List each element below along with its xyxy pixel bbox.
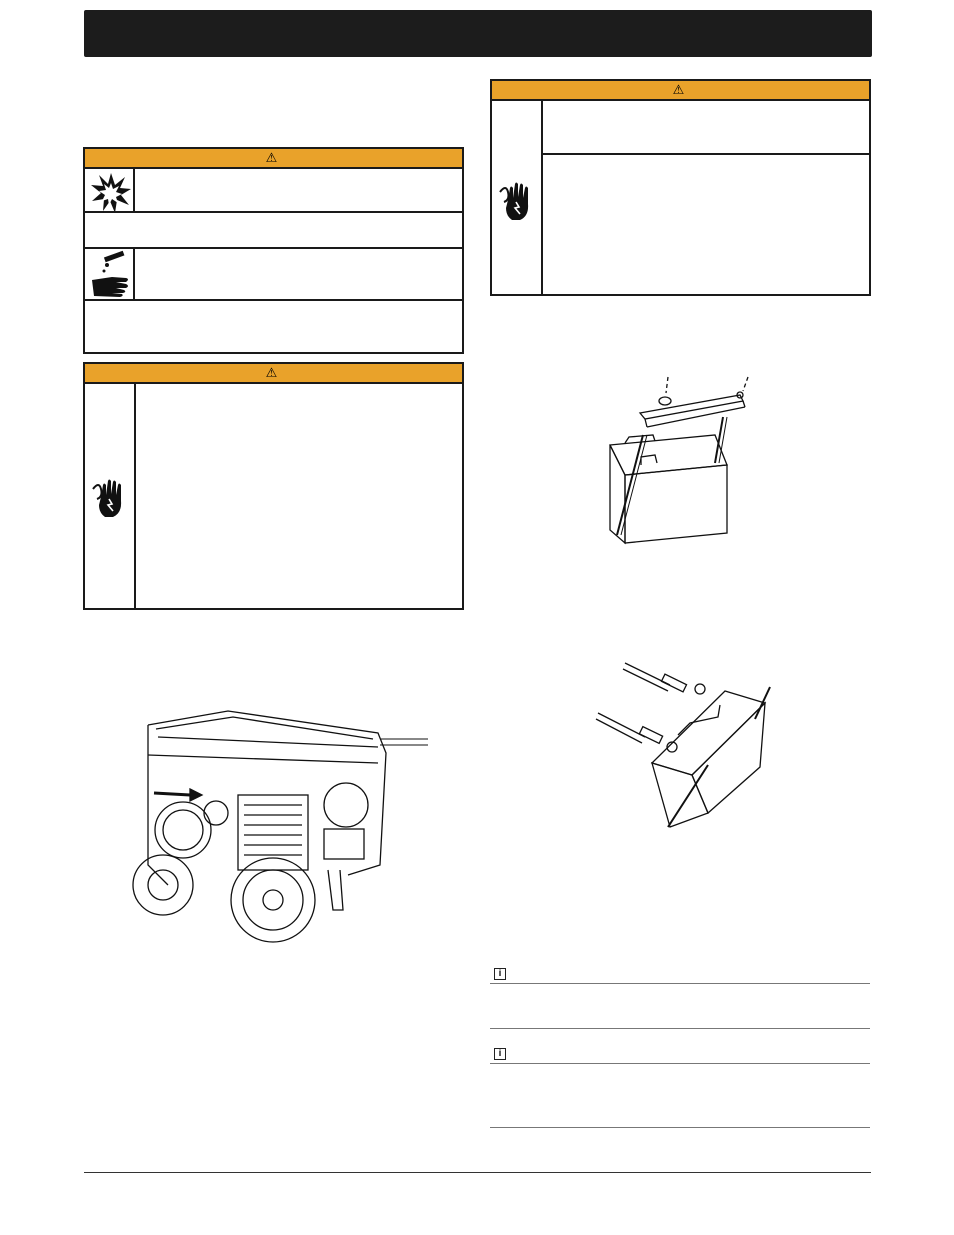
battery-cable-figure xyxy=(590,655,790,835)
row-divider xyxy=(85,247,462,249)
signal-band xyxy=(85,364,462,384)
header-bar xyxy=(84,10,872,57)
warning-box-electric-shock-right xyxy=(490,79,871,296)
note-divider xyxy=(490,1028,870,1029)
note-divider xyxy=(490,1063,870,1064)
alert-icon: ⚠ xyxy=(265,365,278,380)
corrosive-hand-icon xyxy=(88,250,132,298)
row-divider xyxy=(541,153,869,155)
footer-rule xyxy=(84,1172,871,1173)
icon-divider xyxy=(133,247,135,299)
explosion-icon xyxy=(89,171,133,215)
alert-icon: ⚠ xyxy=(265,150,278,165)
info-icon: i xyxy=(494,968,506,980)
electric-shock-hand-icon xyxy=(498,180,536,222)
generator-figure xyxy=(128,705,428,950)
electric-shock-hand-icon xyxy=(91,477,129,519)
warning-box-explosion-corrosion xyxy=(83,147,464,354)
row-divider xyxy=(85,211,462,213)
icon-divider xyxy=(133,167,135,211)
icon-divider xyxy=(541,99,543,294)
note-divider xyxy=(490,1127,870,1128)
warning-box-electric-shock-left xyxy=(83,362,464,610)
signal-band xyxy=(492,81,869,101)
alert-icon: ⚠ xyxy=(672,82,685,97)
info-icon: i xyxy=(494,1048,506,1060)
row-divider xyxy=(85,299,462,301)
icon-divider xyxy=(134,382,136,608)
note-divider xyxy=(490,983,870,984)
signal-band xyxy=(85,149,462,169)
page-title xyxy=(84,25,100,42)
battery-terminal-figure xyxy=(595,365,795,555)
